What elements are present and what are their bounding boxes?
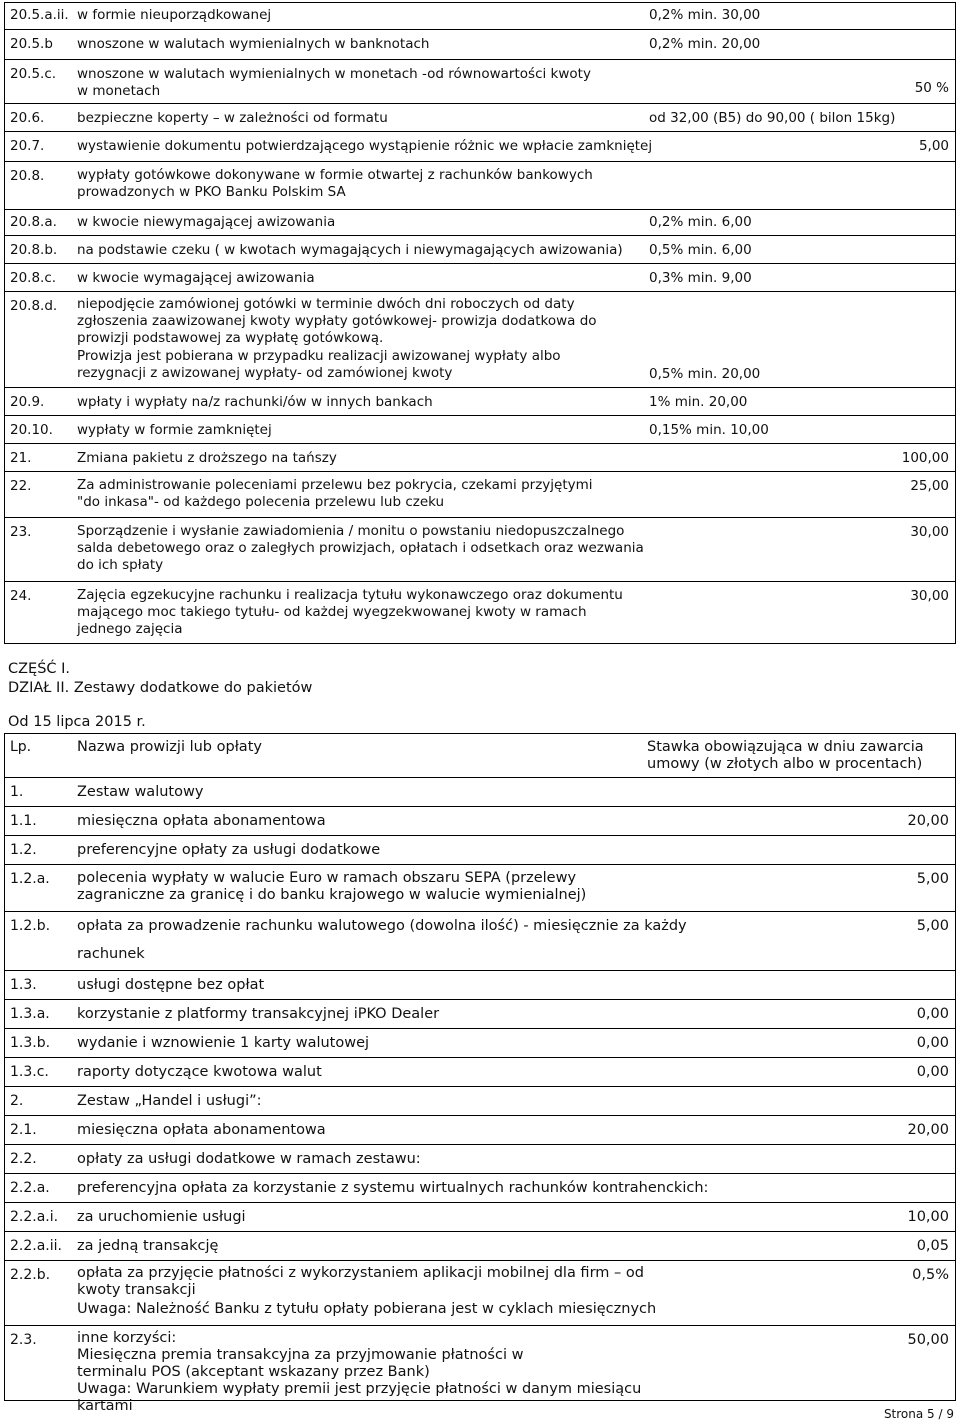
row-description: opłaty za usługi dodatkowe w ramach zestawu: [77,1151,421,1167]
row-fee: 0,3% min. 9,00 [649,270,752,286]
row-number: 1.1. [10,813,37,829]
row-number: 2. [10,1093,24,1109]
table-row [4,292,956,388]
table-row [4,1029,956,1058]
row-description: za uruchomienie usługi [77,1209,246,1225]
table-row [4,104,956,132]
row-description: bezpieczne koperty – w zależności od formatu [77,110,388,126]
row-number: 2.2.a. [10,1180,50,1196]
row-description-cont: Miesięczna premia transakcyjna za przyjmowanie płatności w terminalu POS (akceptant wskazany przez Bank) [77,1347,524,1380]
row-description: wypłaty w formie zamkniętej [77,422,272,438]
row-fee: 5,00 [918,138,949,154]
table-row [4,236,956,264]
row-number: 1.2. [10,842,37,858]
row-number: 20.5.c. [10,66,57,82]
table-row [4,444,956,472]
row-number: 2.3. [10,1332,37,1348]
row-fee: 50 % [914,80,949,96]
row-fee: 30,00 [910,524,949,540]
row-description-cont: rachunek [77,946,145,962]
row-fee: 0,5% min. 20,00 [649,366,761,382]
table-row [4,210,956,236]
table-row [4,2,956,30]
row-fee: 50,00 [907,1332,949,1348]
row-fee: 10,00 [907,1209,949,1225]
table-row [4,1174,956,1203]
row-number: 1. [10,784,24,800]
row-description: Zestaw walutowy [77,784,204,800]
row-description: inne korzyści: [77,1330,177,1346]
row-description: w kwocie wymagającej awizowania [77,270,315,286]
table-row [4,1116,956,1145]
table-row [4,60,956,104]
table-row [4,807,956,836]
row-number: 20.6. [10,110,45,126]
table-row [4,388,956,416]
row-description: na podstawie czeku ( w kwotach wymagających i niewymagających awizowania) [77,242,623,258]
table-row [4,971,956,1000]
table-row [4,778,956,807]
row-number: 20.8.c. [10,270,57,286]
table-row [4,582,956,644]
row-description: wystawienie dokumentu potwierdzającego wystąpienie różnic we wpłacie zamkniętej [77,138,653,154]
row-description: niepodjęcie zamówionej gotówki w terminie dwóch dni roboczych od daty zgłoszenia zaawizowanej kwoty wypłaty gotówkowej- prowizja dodatkowa do prowizji podstawowej za wypłatę gotówkową. [77,296,597,346]
table-row [4,1058,956,1087]
row-description: wydanie i wznowienie 1 karty walutowej [77,1035,370,1051]
row-description: miesięczna opłata abonamentowa [77,1122,326,1138]
row-number: 20.9. [10,394,45,410]
row-fee: 20,00 [907,813,949,829]
table-row [4,1000,956,1029]
row-fee: 0,00 [916,1006,949,1022]
effective-date: Od 15 lipca 2015 r. [8,714,146,730]
row-description-note: Uwaga: Warunkiem wypłaty premii jest przyjęcie płatności w danym miesiącu kartami [77,1381,642,1414]
row-description: korzystanie z platformy transakcyjnej iPKO Dealer [77,1006,440,1022]
row-description: wnoszone w walutach wymienialnych w monetach -od równowartości kwoty w monetach [77,66,591,99]
header-lp: Lp. [10,739,32,755]
row-number: 2.2. [10,1151,37,1167]
table-row [4,912,956,971]
row-fee: 0,2% min. 6,00 [649,214,752,230]
row-description-note: Uwaga: Należność Banku z tytułu opłaty pobierana jest w cyklach miesięcznych [77,1301,657,1317]
table-row [4,836,956,865]
row-number: 20.8.b. [10,242,58,258]
table-row [4,1203,956,1232]
row-number: 20.8.a. [10,214,57,230]
row-fee: 0,5% [912,1267,949,1283]
row-number: 1.3. [10,977,37,993]
table-row [4,472,956,518]
page-number: Strona 5 / 9 [883,1407,954,1421]
table-row [4,1232,956,1261]
row-fee: 0,5% min. 6,00 [649,242,752,258]
row-description: wpłaty i wypłaty na/z rachunki/ów w innych bankach [77,394,433,410]
row-number: 2.1. [10,1122,37,1138]
row-description: wnoszone w walutach wymienialnych w banknotach [77,36,430,52]
row-description: preferencyjne opłaty za usługi dodatkowe [77,842,381,858]
row-fee: 0,05 [916,1238,949,1254]
row-number: 2.2.a.ii. [10,1238,62,1254]
row-fee: 20,00 [907,1122,949,1138]
table-header [4,733,956,778]
row-number: 23. [10,524,32,540]
row-number: 1.3.b. [10,1035,51,1051]
row-description: miesięczna opłata abonamentowa [77,813,326,829]
row-fee: 0,15% min. 10,00 [649,422,769,438]
row-fee: 0,2% min. 30,00 [649,7,761,23]
row-description: polecenia wypłaty w walucie Euro w ramach obszaru SEPA (przelewy zagraniczne za granicę i do banku krajowego w walucie wymienialnej) [77,870,587,903]
row-number: 22. [10,478,32,494]
row-description: wypłaty gotówkowe dokonywane w formie otwartej z rachunków bankowych prowadzonych w PKO Banku Polskim SA [77,167,593,200]
row-number: 2.2.b. [10,1267,51,1283]
row-fee: 5,00 [916,918,949,934]
row-description: preferencyjna opłata za korzystanie z systemu wirtualnych rachunków kontrahenckich: [77,1180,709,1196]
row-number: 20.5.b [10,36,53,52]
row-fee: od 32,00 (B5) do 90,00 ( bilon 15kg) [649,110,896,126]
row-fee: 0,2% min. 20,00 [649,36,761,52]
table-row [4,865,956,912]
row-description: Za administrowanie poleceniami przelewu bez pokrycia, czekami przyjętymi "do inkasa"- od każdego polecenia przelewu lub czeku [77,477,593,510]
row-description: opłata za prowadzenie rachunku walutowego (dowolna ilość) - miesięcznie za każdy [77,918,687,934]
header-rate: Stawka obowiązująca w dniu zawarcia umowy (w złotych albo w procentach) [647,739,924,772]
table-row [4,416,956,444]
row-number: 20.10. [10,422,53,438]
row-description: Zajęcia egzekucyjne rachunku i realizacja tytułu wykonawczego oraz dokumentu mającego moc takiego tytułu- od każdej wyegzekwowanej kwoty w ramach jednego zajęcia [77,587,623,637]
row-description: opłata za przyjęcie płatności z wykorzystaniem aplikacji mobilnej dla firm – od kwoty transakcji [77,1265,644,1298]
row-fee: 1% min. 20,00 [649,394,748,410]
table-row [4,518,956,582]
row-number: 1.3.c. [10,1064,49,1080]
row-description: w formie nieuporządkowanej [77,7,272,23]
row-description-note: Prowizja jest pobierana w przypadku realizacji awizowanej wypłaty albo rezygnacji z awizowanej wypłaty- od zamówionej kwoty [77,348,561,381]
row-description: Sporządzenie i wysłanie zawiadomienia / monitu o powstaniu niedopuszczalnego salda debetowego oraz o zaległych prowizjach, opłatach i odsetkach oraz wezwania do ich spłaty [77,523,644,573]
header-name: Nazwa prowizji lub opłaty [77,739,262,755]
table-row [4,30,956,60]
row-number: 21. [10,450,32,466]
division-heading: DZIAŁ II. Zestawy dodatkowe do pakietów [8,680,313,696]
row-fee: 0,00 [916,1035,949,1051]
row-number: 20.5.a.ii. [10,7,69,23]
row-fee: 25,00 [910,478,949,494]
row-number: 20.8.d. [10,298,58,314]
row-description: za jedną transakcję [77,1238,219,1254]
table-row [4,1261,956,1326]
table-row [4,264,956,292]
row-number: 2.2.a.i. [10,1209,59,1225]
row-number: 20.8. [10,168,45,184]
row-number: 1.2.a. [10,871,50,887]
row-description: raporty dotyczące kwotowa walut [77,1064,322,1080]
table-row [4,132,956,162]
table-row [4,1145,956,1174]
row-description: Zestaw „Handel i usługi”: [77,1093,262,1109]
row-description: Zmiana pakietu z droższego na tańszy [77,450,337,466]
row-fee: 5,00 [916,871,949,887]
row-number: 24. [10,588,32,604]
table-row [4,162,956,210]
part-heading: CZĘŚĆ I. [8,661,71,677]
row-description: usługi dostępne bez opłat [77,977,265,993]
row-number: 1.3.a. [10,1006,50,1022]
row-description: w kwocie niewymagającej awizowania [77,214,336,230]
row-fee: 30,00 [910,588,949,604]
row-number: 20.7. [10,138,45,154]
row-number: 1.2.b. [10,918,51,934]
row-fee: 100,00 [901,450,949,466]
table-row [4,1087,956,1116]
row-fee: 0,00 [916,1064,949,1080]
